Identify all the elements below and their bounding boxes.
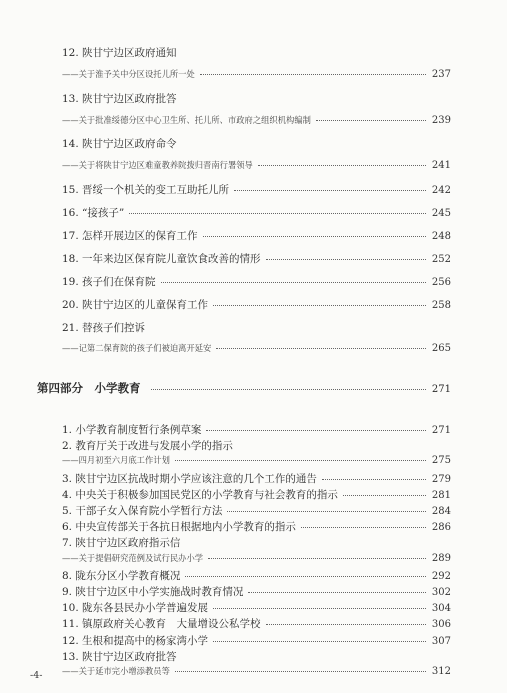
toc-entry-title: 14. 陕甘宁边区政府命令 [62,138,177,150]
dot-leader [129,213,426,214]
dot-leader [206,430,426,431]
toc-section-heading [37,380,451,396]
toc-entry [62,136,451,151]
toc-entry [62,320,451,335]
dot-leader [316,120,426,121]
dot-leader [203,236,426,237]
toc-entry [62,633,451,648]
toc-entry-title: 11. 镇原政府关心教育 大量增设公私学校 [62,618,261,631]
toc-entry-title: 16. “接孩子” [62,207,125,219]
toc-page-number: 312 [431,666,451,677]
toc-subentry [62,552,451,564]
toc-page-number: 306 [431,619,451,631]
toc-page-number: 302 [431,587,451,598]
toc-entry-title: 21. 替孩子们控诉 [62,322,146,334]
toc-entry-title: ——关于延市完小增添教员等 [62,666,170,676]
dot-leader [266,259,426,260]
toc-page-number: 248 [431,231,451,242]
toc-entry-title: 20. 陕甘宁边区的儿童保育工作 [62,299,209,311]
toc-entry-title: 3. 陕甘宁边区抗战时期小学应该注意的几个工作的通告 [62,472,317,485]
toc-entry [62,649,451,664]
dot-leader [301,527,426,528]
dot-leader [248,592,426,593]
toc-entry-title: 12. 陕甘宁边区政府通知 [62,47,177,59]
toc-subentry [62,454,451,466]
toc-entry [62,616,451,631]
toc-page-number: 237 [431,69,451,80]
toc-entry [62,568,451,583]
toc-entry-title: 8. 陇东分区小学教育概况 [62,569,181,582]
dot-leader [258,165,426,166]
dot-leader [322,479,426,480]
toc-entry [62,535,451,550]
toc-page-number: 281 [431,489,451,501]
toc-entry [62,584,451,599]
toc-entry-title: 17. 怎样开展边区的保育工作 [62,230,198,242]
toc-entry-title: ——关于批准绥德分区中心卫生所、托儿所、市政府之组织机构编制 [62,115,311,125]
toc-subentry [62,159,451,171]
toc-entry [62,600,451,615]
dot-leader [266,624,426,625]
toc-subentry [62,68,451,80]
toc-subentry [62,342,451,354]
dot-leader [213,608,426,609]
toc-entry [62,205,451,220]
toc-page-number: 265 [431,343,451,354]
dot-leader [151,389,427,390]
toc-entry-title: ——关于淮予关中分区设托儿所一处 [62,69,195,79]
toc-page-number: 307 [431,635,451,647]
dot-leader [175,460,426,461]
toc-entry-title: ——四月初至六月底工作计划 [62,455,170,466]
toc-entry [62,228,451,243]
toc-entry-title: 13. 陕甘宁边区政府批答 [62,93,177,105]
dot-leader [185,576,426,577]
toc-entry [62,297,451,312]
toc-entry [62,274,451,289]
toc-entry-title: ——关于将陕甘宁边区难童教养院拨归晋南行署领导 [62,160,253,170]
page-number: -4- [30,670,43,681]
toc-page-number: 284 [431,506,451,517]
toc-entry-title: 10. 陇东各县民办小学普遍发展 [62,602,209,615]
toc-entry [62,519,451,534]
toc-entry [62,471,451,486]
toc-entry-title: 7. 陕甘宁边区政府指示信 [62,537,181,550]
dot-leader [343,495,426,496]
toc-page-number: 289 [431,552,451,564]
dot-leader [213,641,426,642]
toc-page-number: 241 [431,160,451,171]
toc-page-number: 242 [431,185,451,196]
toc-page-number: 252 [431,254,451,265]
toc-entry-title: 13. 陕甘宁边区政府批答 [62,650,177,663]
toc-entry-title: 4. 中央关于积极参加国民党区的小学教育与社会教育的指示 [62,488,338,501]
toc-page-number: 286 [431,522,451,534]
toc-entry [62,182,451,197]
dot-leader [208,558,426,559]
toc-entry-title: 6. 中央宣传部关于各抗日根据地内小学教育的指示 [62,521,296,534]
toc-entry-title: 12. 生根和提高中的杨家湾小学 [62,634,209,647]
toc-subentry [62,665,451,677]
toc-page-number: 258 [431,300,451,311]
toc-page-number: 279 [431,473,451,485]
toc-page-number: 271 [431,425,451,436]
toc-entry-title: 1. 小学教育制度暂行条例草案 [62,424,202,436]
toc-entry-title: ——记第二保育院的孩子们被迫离开延安 [62,343,212,353]
dot-leader [200,74,426,75]
dot-leader [175,671,426,672]
toc-page-number: 256 [431,277,451,288]
toc-page-number: 275 [431,455,451,467]
dot-leader [234,190,426,191]
toc-entry-title: 19. 孩子们在保育院 [62,276,156,288]
toc-page-number: 239 [431,115,451,126]
section-title: 第四部分 小学教育 [37,381,141,395]
toc-entry [62,503,451,518]
toc-entry-title: ——关于提倡研究范例及试行民办小学 [62,552,204,563]
toc-entry [62,487,451,502]
toc-entry [62,45,451,60]
dot-leader [213,305,426,306]
dot-leader [227,511,426,512]
toc-entry-title: 5. 干部子女入保育院小学暂行方法 [62,505,223,517]
dot-leader [161,282,426,283]
toc-page-number: 271 [431,384,451,395]
dot-leader [216,348,426,349]
toc-entry-title: 9. 陕甘宁边区中小学实施战时教育情况 [62,586,244,598]
toc-entry [62,422,451,437]
toc-entry-title: 15. 晋绥一个机关的变工互助托儿所 [62,184,230,196]
toc-page-number: 292 [431,570,451,582]
toc-page-number: 245 [431,208,451,219]
toc-page-number: 304 [431,603,451,615]
toc-entry [62,91,451,106]
toc-entry [62,251,451,266]
toc-entry [62,438,451,453]
toc-entry-title: 2. 教育厅关于改进与发展小学的指示 [62,440,233,453]
toc-entry-title: 18. 一年来边区保育院儿童饮食改善的情形 [62,253,261,265]
toc-subentry [62,114,451,126]
